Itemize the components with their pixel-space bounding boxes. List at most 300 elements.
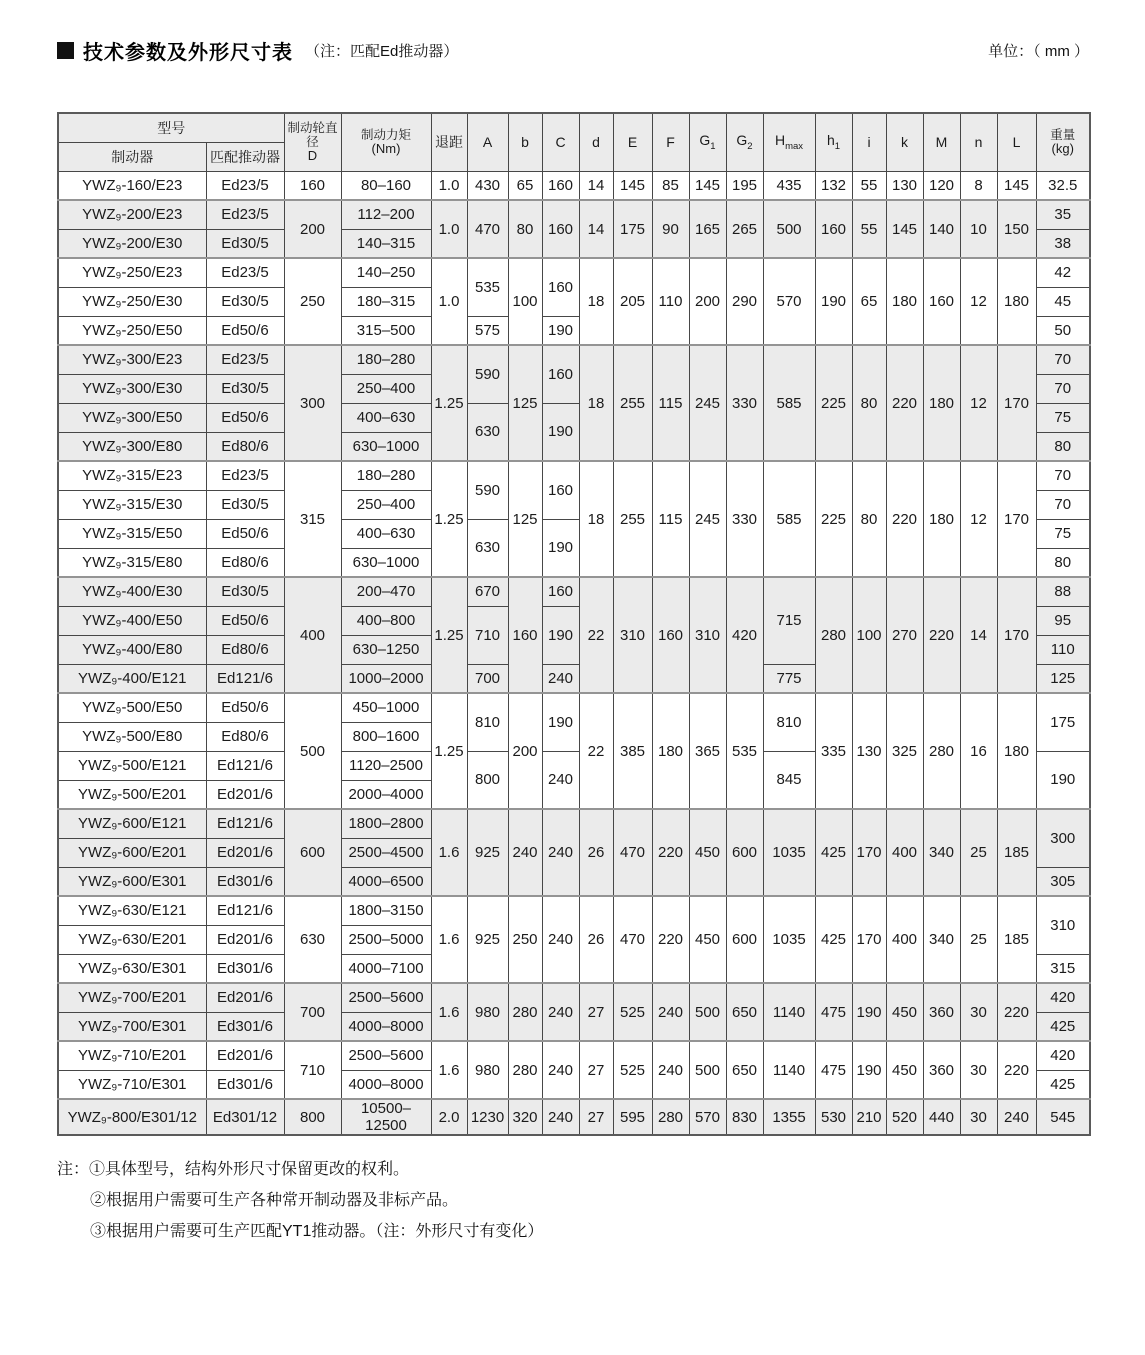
cell-weight: 80 xyxy=(1036,432,1090,461)
spec-table xyxy=(57,112,1091,1136)
cell-dim-M: 160 xyxy=(923,258,960,345)
header-clearance xyxy=(431,113,467,171)
cell-dim-E: 175 xyxy=(613,200,652,258)
cell-weight: 420 xyxy=(1036,983,1090,1012)
cell-dim-F: 160 xyxy=(652,577,689,693)
cell-model: YWZ₉-300/E23 xyxy=(58,345,206,374)
header-label: C xyxy=(555,134,566,151)
cell-model: YWZ₉-300/E50 xyxy=(58,403,206,432)
cell-dim-Hmax: 1140 xyxy=(763,983,815,1041)
cell-torque: 2500–4500 xyxy=(341,838,431,867)
header-torque xyxy=(341,113,431,171)
cell-torque: 2500–5600 xyxy=(341,983,431,1012)
cell-dim-n: 25 xyxy=(960,896,997,983)
cell-dim-Hmax: 435 xyxy=(763,171,815,200)
cell-weight: 300 xyxy=(1036,809,1090,867)
cell-actuator: Ed80/6 xyxy=(206,432,284,461)
cell-model: YWZ₉-700/E201 xyxy=(58,983,206,1012)
cell-dim-C: 190 xyxy=(542,693,579,751)
cell-dim-L: 220 xyxy=(997,983,1036,1041)
cell-dim-A: 710 xyxy=(467,606,508,664)
cell-dim-L: 220 xyxy=(997,1041,1036,1099)
cell-actuator: Ed121/6 xyxy=(206,809,284,838)
header-wheel-diameter xyxy=(284,113,341,171)
cell-clearance: 1.0 xyxy=(431,171,467,200)
cell-torque: 10500–12500 xyxy=(341,1099,431,1135)
cell-torque: 180–280 xyxy=(341,345,431,374)
cell-model: YWZ₉-400/E30 xyxy=(58,577,206,606)
cell-torque: 4000–8000 xyxy=(341,1070,431,1099)
cell-dim-G1: 165 xyxy=(689,200,726,258)
cell-dim-E: 525 xyxy=(613,1041,652,1099)
cell-dim-L: 240 xyxy=(997,1099,1036,1135)
cell-actuator: Ed50/6 xyxy=(206,403,284,432)
cell-dim-d: 27 xyxy=(579,1099,613,1135)
cell-dim-Hmax: 585 xyxy=(763,345,815,461)
cell-dim-d: 22 xyxy=(579,693,613,809)
page-title: 技术参数及外形尺寸表 xyxy=(83,42,293,64)
cell-dim-i: 80 xyxy=(852,345,886,461)
cell-dim-k: 450 xyxy=(886,983,923,1041)
cell-wheel-diameter: 300 xyxy=(284,345,341,461)
table-row xyxy=(58,200,1090,229)
cell-dim-h1: 190 xyxy=(815,258,852,345)
cell-dim-A: 925 xyxy=(467,896,508,983)
header-dim-d xyxy=(579,113,613,171)
cell-dim-b: 80 xyxy=(508,200,542,258)
cell-dim-C: 160 xyxy=(542,577,579,606)
cell-actuator: Ed121/6 xyxy=(206,751,284,780)
cell-torque: 180–280 xyxy=(341,461,431,490)
cell-clearance: 1.6 xyxy=(431,983,467,1041)
cell-dim-d: 22 xyxy=(579,577,613,693)
cell-dim-C: 240 xyxy=(542,983,579,1041)
cell-dim-A: 575 xyxy=(467,316,508,345)
cell-model: YWZ₉-500/E50 xyxy=(58,693,206,722)
cell-dim-G2: 330 xyxy=(726,461,763,577)
cell-dim-A: 590 xyxy=(467,345,508,403)
cell-dim-h1: 225 xyxy=(815,345,852,461)
cell-dim-Hmax: 775 xyxy=(763,664,815,693)
header-label: k xyxy=(901,134,908,151)
cell-weight: 315 xyxy=(1036,954,1090,983)
cell-wheel-diameter: 800 xyxy=(284,1099,341,1135)
cell-weight: 42 xyxy=(1036,258,1090,287)
cell-dim-b: 280 xyxy=(508,983,542,1041)
cell-dim-Hmax: 810 xyxy=(763,693,815,751)
cell-actuator: Ed30/5 xyxy=(206,229,284,258)
cell-weight: 70 xyxy=(1036,461,1090,490)
cell-dim-k: 220 xyxy=(886,345,923,461)
cell-weight: 310 xyxy=(1036,896,1090,954)
cell-model: YWZ₉-300/E80 xyxy=(58,432,206,461)
cell-clearance: 1.6 xyxy=(431,896,467,983)
cell-torque: 4000–7100 xyxy=(341,954,431,983)
table-row xyxy=(58,809,1090,838)
cell-model: YWZ₉-400/E80 xyxy=(58,635,206,664)
table-row xyxy=(58,896,1090,925)
header-dim-E xyxy=(613,113,652,171)
header-subscript: 2 xyxy=(747,141,753,153)
header-subscript: 1 xyxy=(710,141,716,153)
cell-wheel-diameter: 500 xyxy=(284,693,341,809)
cell-torque: 1120–2500 xyxy=(341,751,431,780)
cell-dim-A: 670 xyxy=(467,577,508,606)
cell-dim-G1: 570 xyxy=(689,1099,726,1135)
cell-model: YWZ₉-630/E301 xyxy=(58,954,206,983)
header-dim-C xyxy=(542,113,579,171)
cell-model: YWZ₉-250/E30 xyxy=(58,287,206,316)
cell-dim-E: 525 xyxy=(613,983,652,1041)
header-dim-G2 xyxy=(726,113,763,171)
note-line xyxy=(90,1216,543,1247)
cell-dim-i: 170 xyxy=(852,896,886,983)
cell-dim-b: 125 xyxy=(508,345,542,461)
header-label: A xyxy=(482,134,493,151)
cell-dim-Hmax: 845 xyxy=(763,751,815,809)
cell-dim-M: 280 xyxy=(923,693,960,809)
cell-dim-L: 145 xyxy=(997,171,1036,200)
cell-weight: 50 xyxy=(1036,316,1090,345)
cell-dim-E: 205 xyxy=(613,258,652,345)
cell-weight: 75 xyxy=(1036,403,1090,432)
cell-dim-d: 18 xyxy=(579,345,613,461)
cell-dim-k: 145 xyxy=(886,200,923,258)
cell-actuator: Ed301/6 xyxy=(206,954,284,983)
cell-dim-F: 220 xyxy=(652,896,689,983)
cell-weight: 70 xyxy=(1036,374,1090,403)
section-marker-icon xyxy=(57,42,74,59)
cell-dim-k: 270 xyxy=(886,577,923,693)
cell-dim-n: 10 xyxy=(960,200,997,258)
cell-dim-A: 1230 xyxy=(467,1099,508,1135)
cell-clearance: 1.25 xyxy=(431,577,467,693)
cell-actuator: Ed201/6 xyxy=(206,925,284,954)
cell-dim-F: 90 xyxy=(652,200,689,258)
table-row xyxy=(58,345,1090,374)
cell-model: YWZ₉-600/E201 xyxy=(58,838,206,867)
cell-dim-C: 240 xyxy=(542,809,579,896)
cell-dim-G1: 500 xyxy=(689,1041,726,1099)
cell-torque: 250–400 xyxy=(341,490,431,519)
cell-weight: 110 xyxy=(1036,635,1090,664)
header-dim-b xyxy=(508,113,542,171)
cell-weight: 175 xyxy=(1036,693,1090,751)
cell-actuator: Ed301/6 xyxy=(206,1012,284,1041)
cell-dim-Hmax: 1140 xyxy=(763,1041,815,1099)
cell-dim-C: 190 xyxy=(542,316,579,345)
note-line xyxy=(90,1185,543,1216)
header-dim-i xyxy=(852,113,886,171)
cell-clearance: 1.25 xyxy=(431,345,467,461)
cell-dim-E: 255 xyxy=(613,345,652,461)
table-row xyxy=(58,461,1090,490)
cell-dim-d: 27 xyxy=(579,1041,613,1099)
cell-actuator: Ed201/6 xyxy=(206,983,284,1012)
header-label: E xyxy=(627,134,638,151)
header-unit: (Nm) xyxy=(371,141,401,157)
cell-wheel-diameter: 700 xyxy=(284,983,341,1041)
cell-torque: 112–200 xyxy=(341,200,431,229)
cell-weight: 35 xyxy=(1036,200,1090,229)
cell-actuator: Ed201/6 xyxy=(206,1041,284,1070)
unit-label: 单位：（ mm ） xyxy=(988,43,1089,60)
cell-dim-b: 100 xyxy=(508,258,542,345)
header-subscript: 1 xyxy=(834,141,841,153)
cell-torque: 2500–5600 xyxy=(341,1041,431,1070)
cell-torque: 140–315 xyxy=(341,229,431,258)
header-label: h xyxy=(826,132,835,149)
header-label: 制动轮直径 xyxy=(287,121,338,150)
cell-dim-G1: 145 xyxy=(689,171,726,200)
header-label: M xyxy=(935,134,948,151)
header-label: 制动力矩 xyxy=(360,128,411,143)
cell-wheel-diameter: 200 xyxy=(284,200,341,258)
header-label: b xyxy=(521,134,529,151)
cell-dim-b: 125 xyxy=(508,461,542,577)
cell-dim-k: 180 xyxy=(886,258,923,345)
header-label: F xyxy=(666,134,675,151)
cell-dim-d: 14 xyxy=(579,200,613,258)
cell-dim-C: 160 xyxy=(542,461,579,519)
cell-dim-F: 115 xyxy=(652,345,689,461)
cell-dim-F: 240 xyxy=(652,1041,689,1099)
cell-dim-C: 240 xyxy=(542,1041,579,1099)
note-prefix: 注： xyxy=(57,1161,90,1178)
cell-torque: 80–160 xyxy=(341,171,431,200)
cell-dim-n: 30 xyxy=(960,1041,997,1099)
cell-dim-Hmax: 585 xyxy=(763,461,815,577)
cell-dim-i: 100 xyxy=(852,577,886,693)
cell-wheel-diameter: 600 xyxy=(284,809,341,896)
header-dim-F xyxy=(652,113,689,171)
cell-dim-L: 150 xyxy=(997,200,1036,258)
cell-dim-G1: 365 xyxy=(689,693,726,809)
header-dim-L xyxy=(997,113,1036,171)
cell-dim-A: 925 xyxy=(467,809,508,896)
cell-model: YWZ₉-600/E121 xyxy=(58,809,206,838)
cell-dim-d: 26 xyxy=(579,809,613,896)
cell-actuator: Ed23/5 xyxy=(206,200,284,229)
cell-dim-h1: 280 xyxy=(815,577,852,693)
cell-dim-G1: 450 xyxy=(689,896,726,983)
cell-weight: 45 xyxy=(1036,287,1090,316)
cell-dim-i: 80 xyxy=(852,461,886,577)
cell-torque: 1000–2000 xyxy=(341,664,431,693)
cell-dim-b: 250 xyxy=(508,896,542,983)
cell-model: YWZ₉-800/E301/12 xyxy=(58,1099,206,1135)
cell-dim-G1: 200 xyxy=(689,258,726,345)
header-label: H xyxy=(774,132,786,149)
cell-dim-i: 210 xyxy=(852,1099,886,1135)
cell-dim-i: 170 xyxy=(852,809,886,896)
header-dim-M xyxy=(923,113,960,171)
cell-dim-A: 470 xyxy=(467,200,508,258)
cell-torque: 630–1000 xyxy=(341,432,431,461)
cell-model: YWZ₉-250/E50 xyxy=(58,316,206,345)
cell-dim-F: 220 xyxy=(652,809,689,896)
spec-table-body xyxy=(58,171,1090,1135)
cell-dim-C: 160 xyxy=(542,171,579,200)
cell-weight: 420 xyxy=(1036,1041,1090,1070)
cell-dim-Hmax: 500 xyxy=(763,200,815,258)
cell-dim-A: 700 xyxy=(467,664,508,693)
cell-dim-i: 55 xyxy=(852,171,886,200)
note-line xyxy=(57,1154,543,1185)
cell-model: YWZ₉-630/E201 xyxy=(58,925,206,954)
cell-dim-E: 470 xyxy=(613,809,652,896)
cell-model: YWZ₉-400/E50 xyxy=(58,606,206,635)
cell-dim-C: 240 xyxy=(542,664,579,693)
table-row xyxy=(58,577,1090,606)
table-row xyxy=(58,258,1090,287)
cell-dim-G2: 600 xyxy=(726,809,763,896)
cell-dim-b: 280 xyxy=(508,1041,542,1099)
cell-model: YWZ₉-500/E80 xyxy=(58,722,206,751)
cell-dim-k: 450 xyxy=(886,1041,923,1099)
cell-dim-k: 325 xyxy=(886,693,923,809)
cell-dim-h1: 475 xyxy=(815,983,852,1041)
cell-dim-F: 240 xyxy=(652,983,689,1041)
table-row xyxy=(58,1041,1090,1070)
cell-dim-G2: 290 xyxy=(726,258,763,345)
header-brake: 制动器 xyxy=(58,142,206,171)
cell-torque: 200–470 xyxy=(341,577,431,606)
cell-dim-E: 470 xyxy=(613,896,652,983)
cell-dim-n: 8 xyxy=(960,171,997,200)
cell-dim-L: 170 xyxy=(997,461,1036,577)
cell-dim-h1: 425 xyxy=(815,896,852,983)
header-model-group: 型号 xyxy=(58,113,284,142)
cell-dim-i: 190 xyxy=(852,1041,886,1099)
cell-dim-i: 65 xyxy=(852,258,886,345)
cell-wheel-diameter: 630 xyxy=(284,896,341,983)
cell-dim-n: 16 xyxy=(960,693,997,809)
cell-clearance: 1.6 xyxy=(431,1041,467,1099)
cell-weight: 305 xyxy=(1036,867,1090,896)
cell-model: YWZ₉-200/E23 xyxy=(58,200,206,229)
header-label: 退距 xyxy=(435,134,463,151)
cell-torque: 315–500 xyxy=(341,316,431,345)
cell-weight: 425 xyxy=(1036,1070,1090,1099)
cell-dim-n: 12 xyxy=(960,258,997,345)
header-unit: (kg) xyxy=(1051,141,1074,157)
cell-actuator: Ed30/5 xyxy=(206,577,284,606)
cell-dim-d: 18 xyxy=(579,461,613,577)
cell-dim-G2: 195 xyxy=(726,171,763,200)
cell-torque: 630–1250 xyxy=(341,635,431,664)
cell-actuator: Ed23/5 xyxy=(206,171,284,200)
cell-model: YWZ₉-500/E121 xyxy=(58,751,206,780)
cell-actuator: Ed30/5 xyxy=(206,490,284,519)
cell-weight: 80 xyxy=(1036,548,1090,577)
cell-model: YWZ₉-400/E121 xyxy=(58,664,206,693)
header-weight xyxy=(1036,113,1090,171)
cell-clearance: 1.25 xyxy=(431,693,467,809)
cell-dim-h1: 530 xyxy=(815,1099,852,1135)
cell-dim-n: 12 xyxy=(960,461,997,577)
cell-dim-h1: 425 xyxy=(815,809,852,896)
cell-actuator: Ed80/6 xyxy=(206,722,284,751)
header-unit: D xyxy=(307,148,318,164)
cell-actuator: Ed50/6 xyxy=(206,606,284,635)
cell-dim-L: 170 xyxy=(997,577,1036,693)
cell-wheel-diameter: 400 xyxy=(284,577,341,693)
cell-dim-C: 160 xyxy=(542,200,579,258)
cell-dim-b: 65 xyxy=(508,171,542,200)
cell-weight: 545 xyxy=(1036,1099,1090,1135)
cell-model: YWZ₉-300/E30 xyxy=(58,374,206,403)
cell-dim-n: 25 xyxy=(960,809,997,896)
cell-model: YWZ₉-160/E23 xyxy=(58,171,206,200)
cell-dim-Hmax: 1035 xyxy=(763,809,815,896)
cell-dim-n: 30 xyxy=(960,983,997,1041)
cell-dim-M: 340 xyxy=(923,809,960,896)
cell-weight: 425 xyxy=(1036,1012,1090,1041)
cell-actuator: Ed30/5 xyxy=(206,374,284,403)
cell-dim-G2: 265 xyxy=(726,200,763,258)
cell-dim-n: 30 xyxy=(960,1099,997,1135)
cell-model: YWZ₉-315/E50 xyxy=(58,519,206,548)
cell-actuator: Ed23/5 xyxy=(206,461,284,490)
spec-table-head xyxy=(58,113,1090,171)
cell-torque: 2000–4000 xyxy=(341,780,431,809)
cell-actuator: Ed50/6 xyxy=(206,316,284,345)
cell-dim-k: 520 xyxy=(886,1099,923,1135)
cell-wheel-diameter: 315 xyxy=(284,461,341,577)
header-label: d xyxy=(592,134,600,151)
cell-dim-L: 180 xyxy=(997,258,1036,345)
cell-dim-A: 800 xyxy=(467,751,508,809)
cell-dim-k: 400 xyxy=(886,809,923,896)
cell-actuator: Ed30/5 xyxy=(206,287,284,316)
cell-torque: 140–250 xyxy=(341,258,431,287)
cell-dim-b: 200 xyxy=(508,693,542,809)
cell-dim-h1: 132 xyxy=(815,171,852,200)
cell-dim-C: 190 xyxy=(542,519,579,577)
cell-dim-G2: 420 xyxy=(726,577,763,693)
cell-dim-C: 240 xyxy=(542,751,579,809)
cell-dim-M: 360 xyxy=(923,983,960,1041)
cell-dim-h1: 225 xyxy=(815,461,852,577)
cell-weight: 32.5 xyxy=(1036,171,1090,200)
cell-dim-C: 240 xyxy=(542,896,579,983)
cell-dim-L: 185 xyxy=(997,896,1036,983)
cell-dim-L: 180 xyxy=(997,693,1036,809)
cell-dim-M: 180 xyxy=(923,461,960,577)
cell-dim-A: 980 xyxy=(467,1041,508,1099)
cell-dim-G1: 245 xyxy=(689,461,726,577)
cell-dim-M: 220 xyxy=(923,577,960,693)
title-bar xyxy=(57,36,1089,65)
cell-clearance: 1.6 xyxy=(431,809,467,896)
cell-actuator: Ed201/6 xyxy=(206,780,284,809)
header-label: G xyxy=(736,132,748,149)
cell-wheel-diameter: 250 xyxy=(284,258,341,345)
note-item: ②根据用户需要可生产各种常开制动器及非标产品。 xyxy=(90,1192,459,1209)
header-label: n xyxy=(974,134,983,151)
cell-dim-E: 310 xyxy=(613,577,652,693)
cell-dim-A: 430 xyxy=(467,171,508,200)
header-dim-h1 xyxy=(815,113,852,171)
header-label: i xyxy=(867,134,871,151)
cell-actuator: Ed301/6 xyxy=(206,1070,284,1099)
cell-dim-C: 240 xyxy=(542,1099,579,1135)
cell-model: YWZ₉-710/E301 xyxy=(58,1070,206,1099)
header-actuator: 匹配推动器 xyxy=(206,142,284,171)
cell-dim-E: 145 xyxy=(613,171,652,200)
note-item: ①具体型号，结构外形尺寸保留更改的权利。 xyxy=(89,1161,410,1178)
